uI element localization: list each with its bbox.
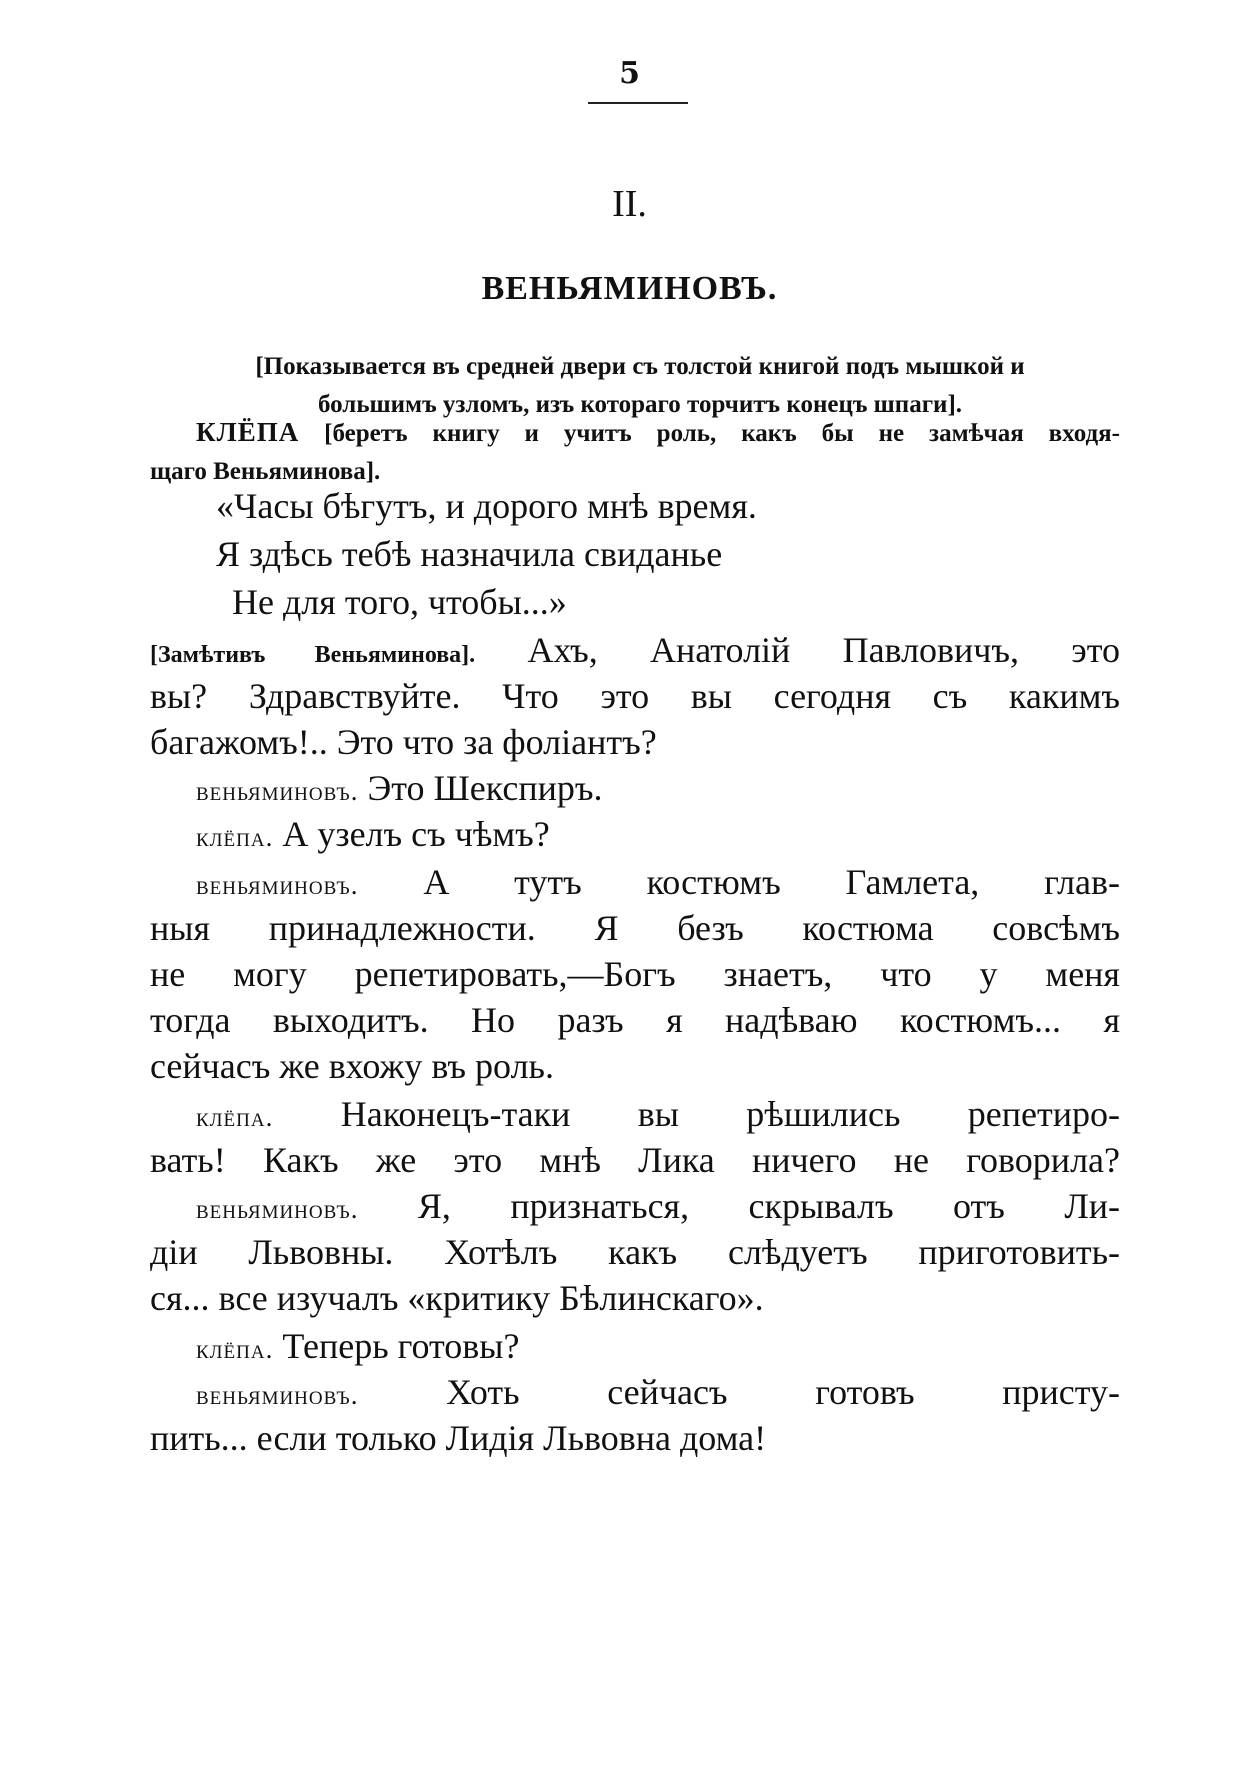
stage-direction-text: [Замѣтивъ Веньяминова]. <box>150 642 476 668</box>
stage-direction-line: большимъ узломъ, изъ котораго торчитъ конецъ шпаги]. <box>317 391 963 418</box>
verse-line: Не для того, чтобы...» <box>232 582 567 622</box>
speaker-name: клёпа. <box>196 1334 274 1364</box>
speech-text: Наконецъ-таки вы рѣшились репетиро- <box>340 1094 1120 1134</box>
speech-text: Хоть сейчасъ готовъ присту- <box>446 1372 1121 1412</box>
klepa-intro-line-2: щаго Веньяминова]. <box>150 458 381 485</box>
dialogue-line: вать! Какъ же это мнѣ Лика ничего не говорила? <box>150 1140 1120 1180</box>
stage-direction-line: [Показывается въ средней двери съ толстой книгой подъ мышкой и <box>255 353 1025 380</box>
speaker-name: веньяминовъ. <box>196 776 359 806</box>
speaker-name: веньяминовъ. <box>196 1380 359 1410</box>
dialogue-line: тогда выходитъ. Но разъ я надѣваю костюмъ... я <box>150 1000 1120 1040</box>
dialogue-line: діи Львовны. Хотѣлъ какъ слѣдуетъ приготовить- <box>150 1232 1120 1272</box>
dialogue-line: ныя принадлежности. Я безъ костюма совсѣмъ <box>150 908 1120 948</box>
dialogue-line <box>196 808 1120 863</box>
scene-heading: ВЕНЬЯМИНОВЪ. <box>481 270 778 307</box>
dialogue-line: сейчасъ же вхожу въ роль. <box>150 1046 554 1086</box>
klepa-intro-line-1 <box>150 412 1120 454</box>
verse-line: Я здѣсь тебѣ назначила свиданье <box>216 534 723 574</box>
remark-line: багажомъ!.. Это что за фоліантъ? <box>150 722 657 762</box>
speech-text: А тутъ костюмъ Гамлета, глав- <box>423 862 1121 902</box>
speech-text: Теперь готовы? <box>282 1326 520 1366</box>
section-number: II. <box>612 183 647 225</box>
verse-line: «Часы бѣгутъ, и дорого мнѣ время. <box>216 486 757 526</box>
speaker-name: веньяминовъ. <box>196 1194 359 1224</box>
speech-text: Я, признаться, скрывалъ отъ Ли- <box>417 1186 1120 1226</box>
page-number-rule <box>588 102 688 104</box>
speech-text: А узелъ съ чѣмъ? <box>282 814 550 854</box>
dialogue-line: ся... все изучалъ «критику Бѣлинскаго». <box>150 1278 764 1318</box>
dialogue-line: пить... если только Лидія Львовна дома! <box>150 1418 767 1458</box>
dialogue-line: не могу репетировать,—Богъ знаетъ, что у меня <box>150 954 1120 994</box>
speaker-name: КЛЁПА <box>196 417 300 447</box>
speech-text: Ахъ, Анатолій Павловичъ, это <box>527 630 1121 670</box>
speaker-name: клёпа. <box>196 1102 274 1132</box>
stage-direction-text: [беретъ книгу и учитъ роль, какъ бы не замѣчая входя- <box>324 420 1120 447</box>
speech-text: Это Шекспиръ. <box>367 768 603 808</box>
speaker-name: клёпа. <box>196 822 274 852</box>
speaker-name: веньяминовъ. <box>196 870 359 900</box>
page-number: 5 <box>619 56 640 91</box>
remark-line: вы? Здравствуйте. Что это вы сегодня съ какимъ <box>150 676 1120 716</box>
